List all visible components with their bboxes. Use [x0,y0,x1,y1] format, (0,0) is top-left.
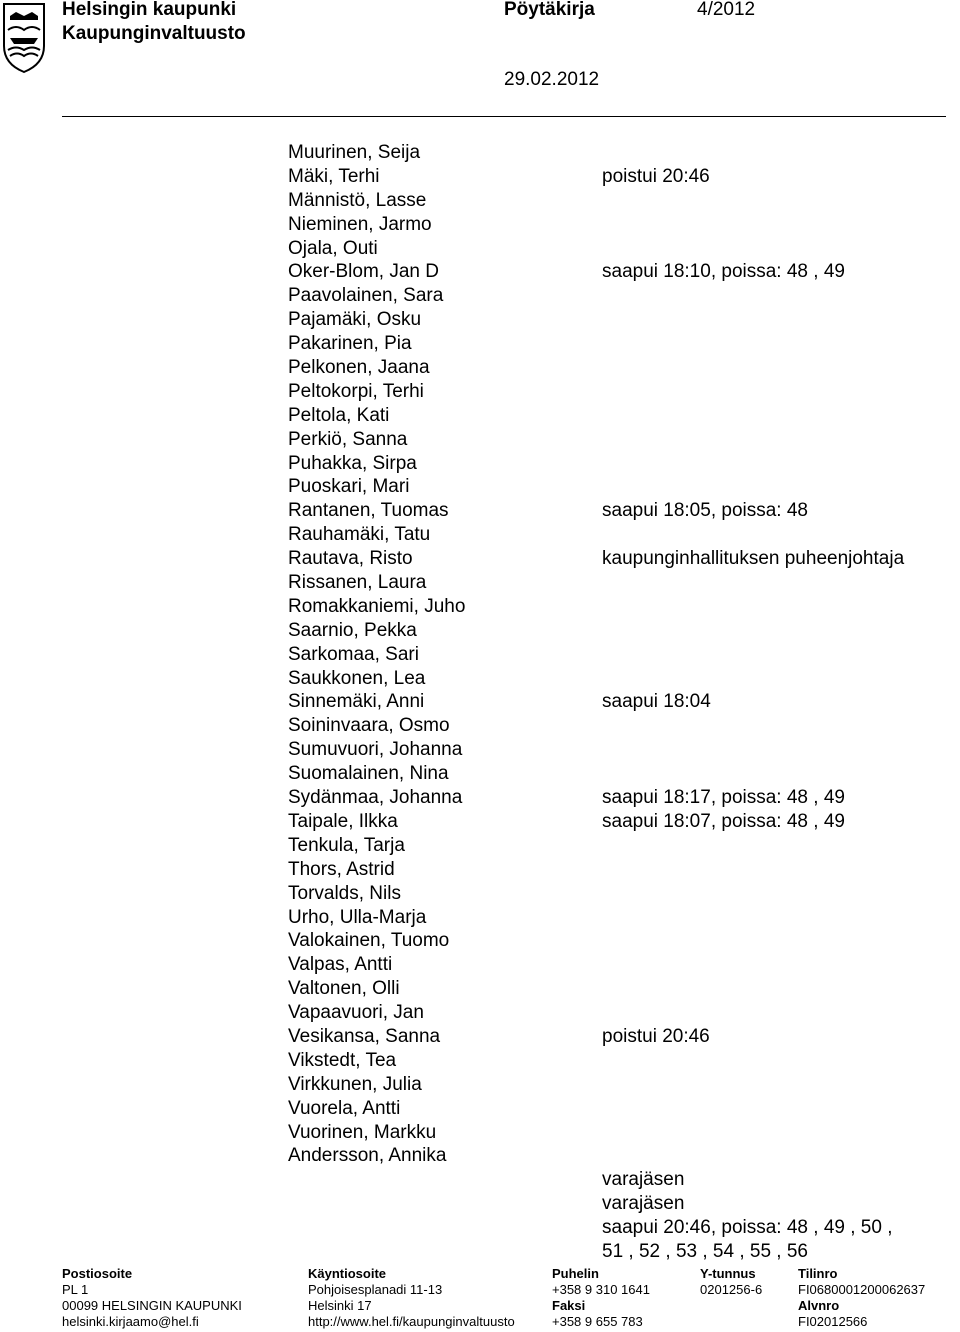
attendee-row [288,1001,948,1025]
attendee-name: Thors, Astrid [288,858,395,880]
attendee-name: Valokainen, Tuomo [288,930,450,952]
attendee-row [288,1192,948,1216]
attendee-row [288,428,948,452]
attendee-name: Männistö, Lasse [288,189,427,211]
attendee-row [288,237,948,261]
attendee-name: Valpas, Antti [288,954,393,976]
attendee-note: saapui 18:05, poissa: 48 [602,500,808,522]
footer-businessid-value: 0201256-6 [700,1282,763,1297]
attendee-row [288,714,948,738]
attendee-name: Vuorela, Antti [288,1097,401,1119]
header-divider [62,116,946,117]
attendee-name: Peltola, Kati [288,404,390,426]
attendee-row [288,141,948,165]
attendee-note: saapui 18:07, poissa: 48 , 49 [602,810,845,832]
attendee-row [288,738,948,762]
attendee-row [288,475,948,499]
attendee-row [288,1049,948,1073]
attendee-list [288,141,948,1264]
attendee-note: poistui 20:46 [602,1025,710,1047]
attendee-row [288,1144,948,1168]
attendee-row [288,1216,948,1240]
attendee-row [288,643,948,667]
attendee-name: Rauhamäki, Tatu [288,524,431,546]
attendee-row [288,929,948,953]
attendee-name: Rissanen, Laura [288,572,427,594]
attendee-name: Pakarinen, Pia [288,333,412,355]
attendee-name: Saukkonen, Lea [288,667,426,689]
footer-fax-number: +358 9 655 783 [552,1314,643,1329]
attendee-name: Sinnemäki, Anni [288,691,425,713]
attendee-row [288,213,948,237]
footer-postal-line: PL 1 [62,1282,89,1297]
attendee-name: Rantanen, Tuomas [288,500,449,522]
org-body: Kaupunginvaltuusto [62,23,246,44]
attendee-note: poistui 20:46 [602,165,710,187]
attendee-name: Puoskari, Mari [288,476,410,498]
attendee-name: Urho, Ulla-Marja [288,906,427,928]
attendee-name: Andersson, Annika [288,1145,447,1167]
attendee-row [288,690,948,714]
attendee-row [288,189,948,213]
attendee-name: Pajamäki, Osku [288,309,422,331]
attendee-row [288,1025,948,1049]
attendee-row [288,667,948,691]
footer-email[interactable]: helsinki.kirjaamo@hel.fi [62,1314,199,1329]
attendee-row [288,356,948,380]
attendee-note: 51 , 52 , 53 , 54 , 55 , 56 [602,1240,808,1262]
attendee-row [288,404,948,428]
attendee-name: Suomalainen, Nina [288,763,449,785]
attendee-name: Vapaavuori, Jan [288,1002,424,1024]
footer-visit-column [308,1266,515,1330]
attendee-name: Mäki, Terhi [288,165,380,187]
attendee-note: varajäsen [602,1193,685,1215]
attendee-row [288,1121,948,1145]
footer-postal-line: 00099 HELSINGIN KAUPUNKI [62,1298,242,1313]
attendee-name: Muurinen, Seija [288,142,421,163]
attendee-row [288,308,948,332]
footer-vat-heading: Alvnro [798,1298,840,1313]
attendee-row [288,380,948,404]
footer-businessid-heading: Y-tunnus [700,1266,756,1281]
attendee-row [288,284,948,308]
attendee-note: saapui 18:10, poissa: 48 , 49 [602,261,845,283]
footer-visit-heading: Käyntiosoite [308,1266,387,1281]
footer-account-column [798,1266,925,1330]
attendee-row [288,1240,948,1264]
document-number: 4/2012 [697,0,756,20]
attendee-row [288,523,948,547]
attendee-row [288,1073,948,1097]
attendee-row [288,977,948,1001]
document-date: 29.02.2012 [504,69,600,90]
footer-businessid-column [700,1266,762,1298]
attendee-row [288,165,948,189]
helsinki-crest-icon [2,2,46,74]
attendee-name: Rautava, Risto [288,548,413,570]
attendee-row [288,762,948,786]
attendee-note: varajäsen [602,1169,685,1191]
attendee-note: saapui 20:46, poissa: 48 , 49 , 50 , [602,1217,893,1239]
attendee-name: Pelkonen, Jaana [288,357,430,379]
attendee-note: saapui 18:04 [602,691,711,713]
attendee-name: Ojala, Outi [288,237,378,259]
attendee-row [288,619,948,643]
footer-website-link[interactable]: http://www.hel.fi/kaupunginvaltuusto [308,1314,515,1329]
attendee-row [288,571,948,595]
attendee-row [288,332,948,356]
footer-visit-line: Helsinki 17 [308,1298,372,1313]
footer-fax-heading: Faksi [552,1298,586,1313]
attendee-name: Peltokorpi, Terhi [288,380,424,402]
attendee-name: Romakkaniemi, Juho [288,595,466,617]
attendee-name: Sumuvuori, Johanna [288,739,463,761]
attendee-row [288,547,948,571]
footer-phone-column [552,1266,650,1330]
attendee-name: Vuorinen, Markku [288,1121,437,1143]
attendee-row [288,786,948,810]
attendee-name: Sydänmaa, Johanna [288,787,463,809]
attendee-name: Taipale, Ilkka [288,810,398,832]
attendee-row [288,906,948,930]
attendee-name: Tenkula, Tarja [288,834,405,856]
attendee-row [288,1168,948,1192]
footer-phone-number: +358 9 310 1641 [552,1282,650,1297]
footer-vat-number: FI02012566 [798,1314,868,1329]
footer-account-heading: Tilinro [798,1266,838,1281]
document-type: Pöytäkirja [504,0,595,20]
attendee-row [288,452,948,476]
attendee-name: Vikstedt, Tea [288,1049,397,1071]
attendee-name: Perkiö, Sanna [288,428,408,450]
attendee-name: Vesikansa, Sanna [288,1025,441,1047]
footer-account-number: FI0680001200062637 [798,1282,926,1297]
attendee-name: Soininvaara, Osmo [288,715,450,737]
footer-visit-line: Pohjoisesplanadi 11-13 [308,1282,443,1297]
footer-phone-heading: Puhelin [552,1266,599,1281]
attendee-row [288,1097,948,1121]
attendee-name: Nieminen, Jarmo [288,213,432,235]
attendee-name: Valtonen, Olli [288,978,400,1000]
attendee-name: Saarnio, Pekka [288,619,417,641]
attendee-row [288,810,948,834]
attendee-name: Virkkunen, Julia [288,1073,422,1095]
attendee-name: Puhakka, Sirpa [288,452,417,474]
attendee-row [288,260,948,284]
footer-postal-column [62,1266,242,1330]
attendee-row [288,499,948,523]
attendee-row [288,858,948,882]
attendee-name: Paavolainen, Sara [288,285,444,307]
attendee-row [288,834,948,858]
attendee-name: Torvalds, Nils [288,882,401,904]
footer-postal-heading: Postiosoite [62,1266,133,1281]
attendee-name: Sarkomaa, Sari [288,643,419,665]
attendee-row [288,882,948,906]
attendee-row [288,953,948,977]
attendee-name: Oker-Blom, Jan D [288,261,439,283]
org-name: Helsingin kaupunki [62,0,237,20]
attendee-note: kaupunginhallituksen puheenjohtaja [602,548,905,570]
attendee-row [288,595,948,619]
attendee-note: saapui 18:17, poissa: 48 , 49 [602,787,845,809]
